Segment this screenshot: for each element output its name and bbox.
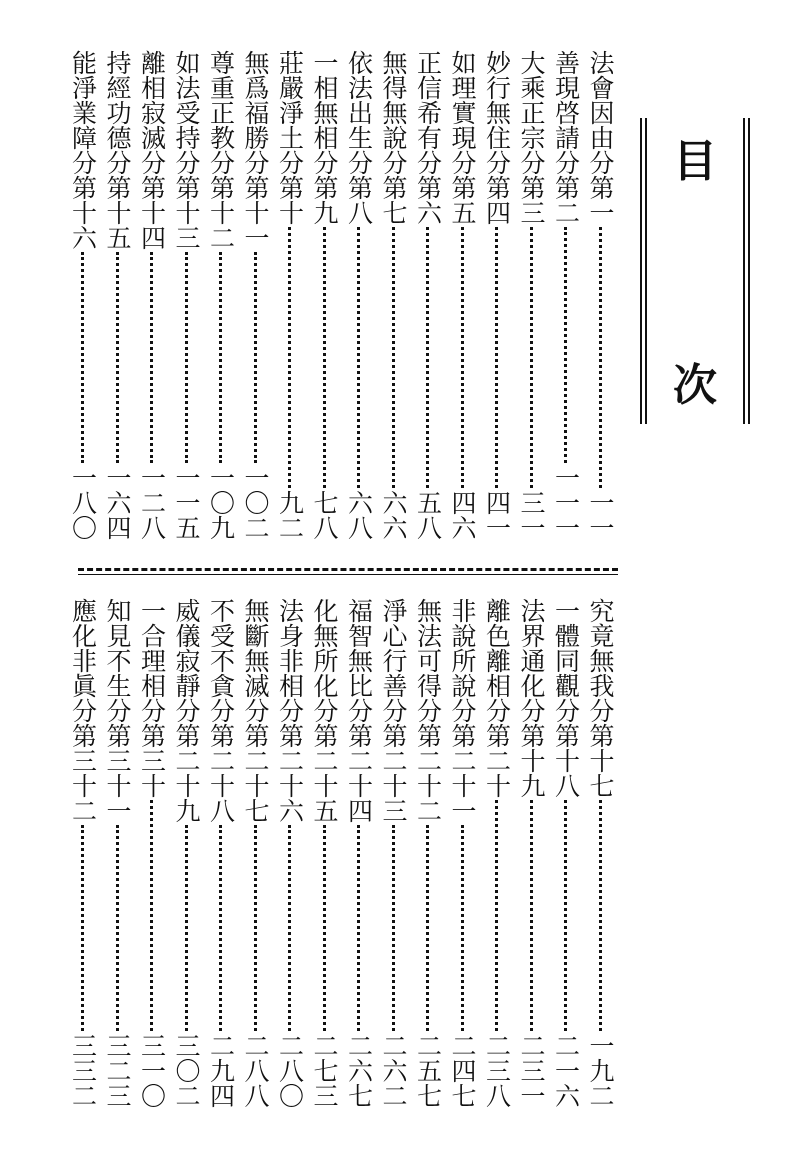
toc-entry-title: 一相無相分第九 xyxy=(310,50,339,225)
toc-entry-title: 無法可得分第二十二 xyxy=(413,598,443,823)
toc-entry-title: 一體同觀分第十八 xyxy=(551,598,581,798)
toc-entry[interactable] xyxy=(309,50,339,540)
toc-entry-title: 持經功德分第十五 xyxy=(103,50,132,250)
toc-entry-title: 無斷無滅分第二十七 xyxy=(241,598,270,823)
dot-leader xyxy=(323,825,326,1031)
toc-entry-page: 一一一 xyxy=(551,465,581,540)
toc-entry[interactable] xyxy=(447,598,477,1108)
toc-entry-title: 能淨業障分第十六 xyxy=(68,50,98,250)
toc-entry[interactable] xyxy=(516,598,546,1108)
toc-entry[interactable] xyxy=(240,50,270,540)
toc-entry[interactable] xyxy=(378,598,408,1108)
toc-entry[interactable] xyxy=(344,598,374,1108)
dot-leader xyxy=(254,252,257,463)
toc-entry[interactable] xyxy=(137,50,167,540)
toc-entry-title: 無得無說分第七 xyxy=(379,50,408,225)
toc-entry-page: 二五七 xyxy=(413,1033,443,1108)
dot-leader xyxy=(392,227,395,488)
dot-leader xyxy=(323,227,326,488)
toc-entry-title: 不受不貪分第二十八 xyxy=(206,598,236,823)
dot-leader xyxy=(116,252,119,463)
toc-entry-title: 法界通化分第十九 xyxy=(517,598,546,798)
toc-entry-title: 法會因由分第一 xyxy=(586,50,615,225)
toc-entry-title: 莊嚴淨土分第十 xyxy=(275,50,305,225)
dot-leader xyxy=(116,825,119,1031)
dot-leader xyxy=(288,227,291,488)
toc-entry-title: 妙行無住分第四 xyxy=(482,50,512,225)
toc-entry-page: 一八〇 xyxy=(68,465,98,540)
toc-entry-page: 四六 xyxy=(448,490,477,540)
toc-entry-page: 七八 xyxy=(310,490,339,540)
toc-entry-page: 三二三 xyxy=(103,1033,132,1108)
dot-leader xyxy=(564,227,567,463)
toc-entry-page: 二八〇 xyxy=(275,1033,305,1108)
toc-entry-title: 正信希有分第六 xyxy=(413,50,443,225)
dot-leader xyxy=(357,825,360,1031)
toc-entry-title: 淨心行善分第二十三 xyxy=(379,598,408,823)
toc-entry-page: 三三二 xyxy=(68,1033,98,1108)
toc-entry[interactable] xyxy=(413,50,443,540)
toc-entry[interactable] xyxy=(378,50,408,540)
dot-leader xyxy=(288,825,291,1031)
toc-entry-page: 一〇九 xyxy=(206,465,236,540)
toc-entry-page: 二三八 xyxy=(482,1033,512,1108)
toc-entry[interactable] xyxy=(551,598,581,1108)
toc-entry-page: 二七三 xyxy=(310,1033,339,1108)
toc-entry-page: 二三一 xyxy=(517,1033,546,1108)
dot-leader xyxy=(599,800,602,1031)
dot-leader xyxy=(461,227,464,488)
toc-entry[interactable] xyxy=(171,598,201,1108)
toc-entry-title: 如理實現分第五 xyxy=(448,50,477,225)
toc-entry[interactable] xyxy=(585,598,615,1108)
toc-entry-page: 一六四 xyxy=(103,465,132,540)
toc-entry[interactable] xyxy=(240,598,270,1108)
toc-entry-page: 一〇二 xyxy=(241,465,270,540)
toc-entry-title: 化無所化分第二十五 xyxy=(310,598,339,823)
toc-entry[interactable] xyxy=(516,50,546,540)
dot-leader xyxy=(81,825,84,1031)
toc-entry[interactable] xyxy=(309,598,339,1108)
dot-leader xyxy=(219,252,222,463)
dot-leader xyxy=(254,825,257,1031)
toc-entry[interactable] xyxy=(206,50,236,540)
toc-entry-page: 三一〇 xyxy=(137,1033,167,1108)
toc-entry-page: 一一 xyxy=(586,490,615,540)
dot-leader xyxy=(426,227,429,488)
toc-entry-title: 威儀寂靜分第二十九 xyxy=(172,598,201,823)
dot-leader xyxy=(530,800,533,1031)
toc-entry-page: 六六 xyxy=(379,490,408,540)
toc-entry[interactable] xyxy=(137,598,167,1108)
toc-entry-title: 究竟無我分第十七 xyxy=(586,598,615,798)
dot-leader xyxy=(495,227,498,488)
dot-leader xyxy=(150,252,153,463)
toc-entry-page: 二六二 xyxy=(379,1033,408,1108)
toc-entry-title: 大乘正宗分第三 xyxy=(517,50,546,225)
toc-entry-page: 四一 xyxy=(482,490,512,540)
toc-entry-title: 離相寂滅分第十四 xyxy=(137,50,167,250)
toc-entry[interactable] xyxy=(482,50,512,540)
toc-title-box xyxy=(640,118,750,424)
toc-entry-title: 尊重正教分第十二 xyxy=(206,50,236,250)
dot-leader xyxy=(150,800,153,1031)
dot-leader xyxy=(357,227,360,488)
dot-leader xyxy=(219,825,222,1031)
toc-entry-page: 五八 xyxy=(413,490,443,540)
toc-entry-page: 三〇二 xyxy=(172,1033,201,1108)
toc-entry-page: 一二八 xyxy=(137,465,167,540)
toc-entry-title: 法身非相分第二十六 xyxy=(275,598,305,823)
toc-entry-title: 善現啓請分第二 xyxy=(551,50,581,225)
toc-entry-page: 三一 xyxy=(517,490,546,540)
toc-entry-title: 一合理相分第三十 xyxy=(137,598,167,798)
toc-entry[interactable] xyxy=(447,50,477,540)
toc-entry-title: 知見不生分第三十一 xyxy=(103,598,132,823)
toc-entry[interactable] xyxy=(275,50,305,540)
toc-entry-page: 一九二 xyxy=(586,1033,615,1108)
dot-leader xyxy=(461,825,464,1031)
toc-entry[interactable] xyxy=(275,598,305,1108)
dot-leader xyxy=(564,800,567,1031)
toc-entry[interactable] xyxy=(68,598,98,1108)
toc-entry[interactable] xyxy=(344,50,374,540)
toc-entry[interactable] xyxy=(102,50,132,540)
toc-entry[interactable] xyxy=(206,598,236,1108)
toc-entry[interactable] xyxy=(413,598,443,1108)
toc-title-char-2: 次 xyxy=(673,360,717,411)
toc-entry[interactable] xyxy=(551,50,581,540)
toc-entry[interactable] xyxy=(68,50,98,540)
toc-entry[interactable] xyxy=(171,50,201,540)
section-divider xyxy=(78,568,618,571)
toc-entry-title: 如法受持分第十三 xyxy=(172,50,201,250)
dot-leader xyxy=(495,800,498,1031)
toc-entry-page: 二一六 xyxy=(551,1033,581,1108)
dot-leader xyxy=(392,825,395,1031)
toc-entry[interactable] xyxy=(585,50,615,540)
toc-entry-title: 依法出生分第八 xyxy=(344,50,374,225)
toc-entry-title: 離色離相分第二十 xyxy=(482,598,512,798)
dot-leader xyxy=(426,825,429,1031)
dot-leader xyxy=(81,252,84,463)
dot-leader xyxy=(599,227,602,488)
toc-entry-page: 二四七 xyxy=(448,1033,477,1108)
toc-entry-title: 應化非眞分第三十二 xyxy=(68,598,98,823)
toc-entry[interactable] xyxy=(102,598,132,1108)
toc-entry-title: 無爲福勝分第十一 xyxy=(241,50,270,250)
dot-leader xyxy=(530,227,533,488)
toc-entry-title: 非說所說分第二十一 xyxy=(448,598,477,823)
toc-entry-page: 一一五 xyxy=(172,465,201,540)
toc-entry-page: 二八八 xyxy=(241,1033,270,1108)
toc-entry-page: 九二 xyxy=(275,490,305,540)
toc-entry-page: 二九四 xyxy=(206,1033,236,1108)
toc-entry-page: 二六七 xyxy=(344,1033,374,1108)
toc-entry-title: 福智無比分第二十四 xyxy=(344,598,374,823)
toc-entry-page: 六八 xyxy=(344,490,374,540)
toc-entry[interactable] xyxy=(482,598,512,1108)
dot-leader xyxy=(185,252,188,463)
toc-title-char-1: 目 xyxy=(673,136,717,187)
dot-leader xyxy=(185,825,188,1031)
